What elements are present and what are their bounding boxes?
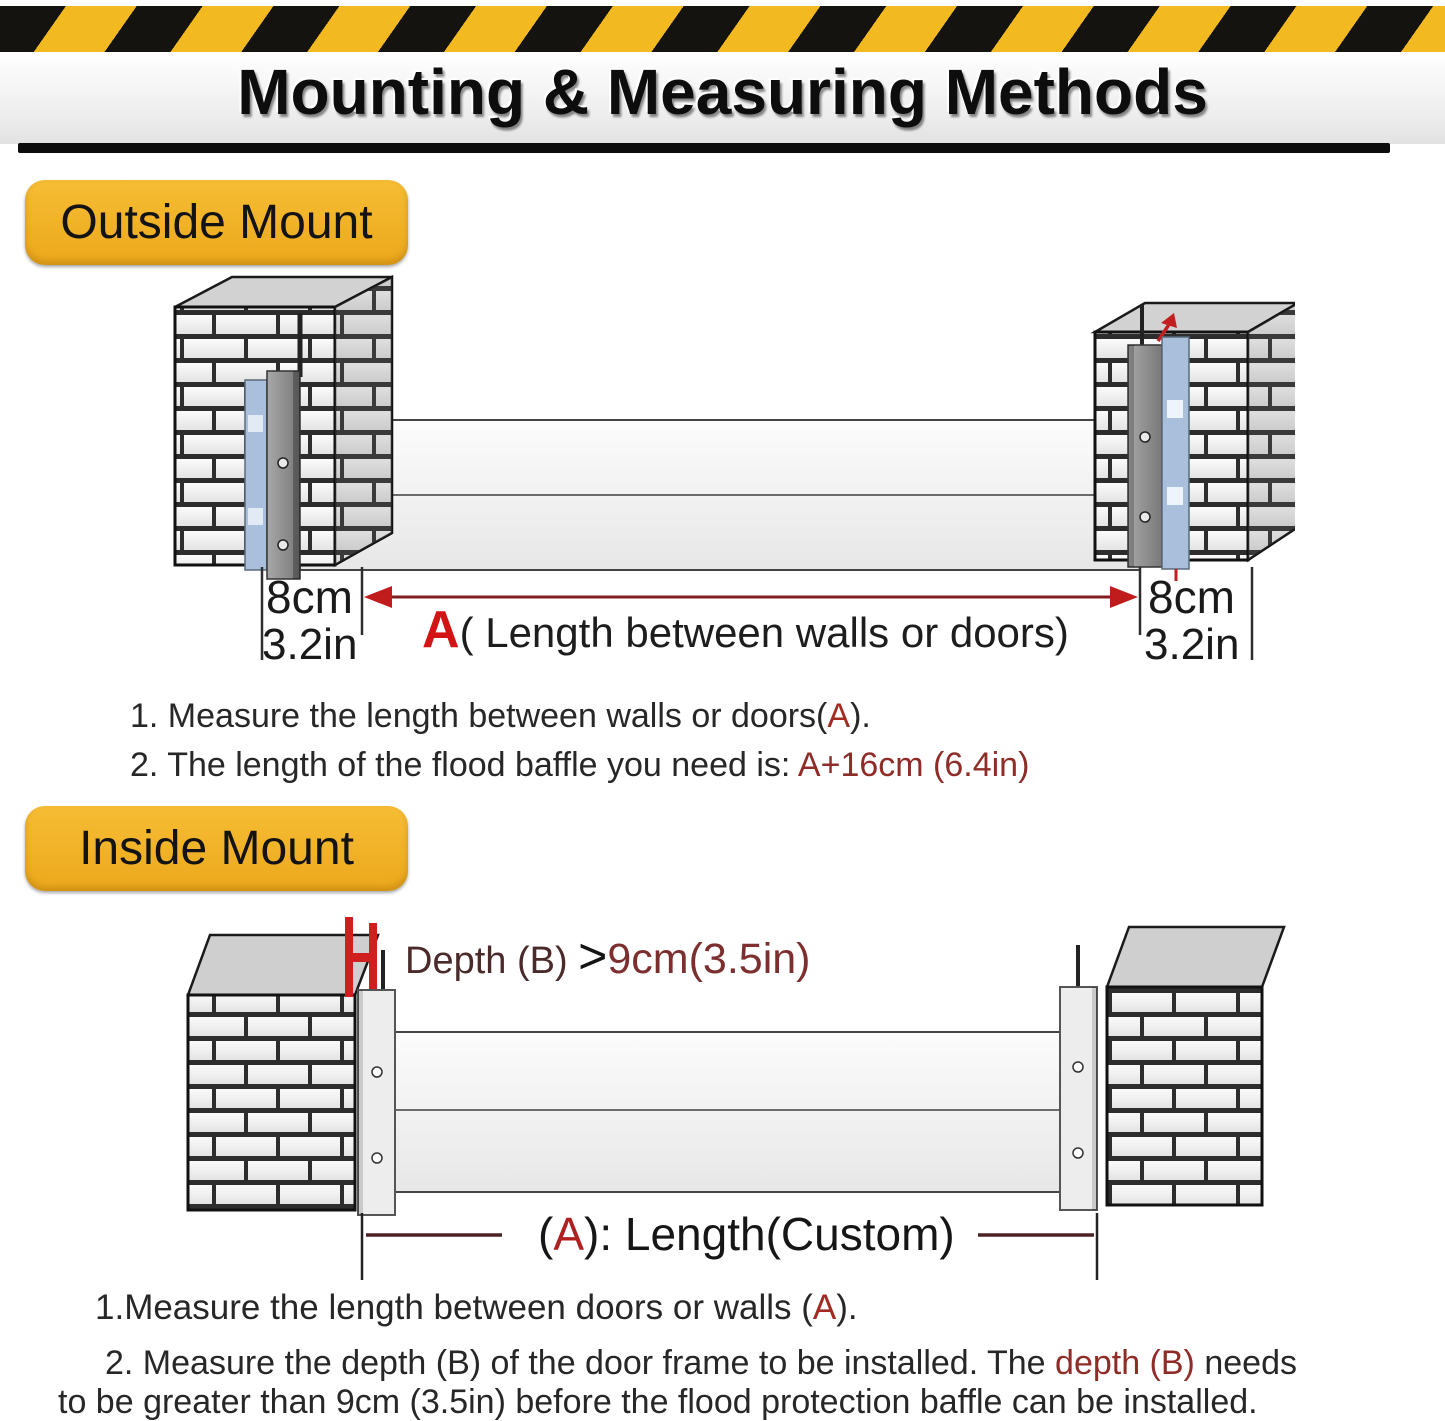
inside-step-2-line-1: 2. Measure the depth (B) of the door frame to be installed. The depth (B) needs — [105, 1344, 1297, 1382]
left-in-label: 3.2in — [262, 620, 358, 665]
inside-right-pillar — [1107, 927, 1284, 1205]
right-in-label: 3.2in — [1144, 620, 1240, 665]
outside-right-bracket — [1128, 337, 1189, 581]
outside-step-1: 1. Measure the length between walls or doors(A). — [130, 697, 871, 735]
outside-flood-barrier — [300, 420, 1140, 570]
custom-length-label: (A): Length(Custom) — [538, 1208, 955, 1260]
screw-hole — [372, 1067, 382, 1077]
inside-mount-badge-label: Inside Mount — [79, 822, 354, 875]
outside-mount-badge-label: Outside Mount — [60, 196, 373, 249]
outside-measurements — [262, 567, 1252, 665]
header-divider-bar — [18, 143, 1390, 153]
outside-mount-diagram — [150, 265, 1295, 665]
inside-mount-diagram — [150, 895, 1295, 1285]
screw-hole — [1073, 1062, 1083, 1072]
inside-step-2-line-2: to be greater than 9cm (3.5in) before the flood protection baffle can be installed. — [58, 1383, 1258, 1421]
right-cm-label: 8cm — [1148, 571, 1235, 623]
inside-step-1: 1.Measure the length between doors or walls (A). — [95, 1288, 858, 1327]
screw-hole — [278, 540, 288, 550]
outside-left-bracket — [245, 371, 300, 579]
outside-right-pillar — [1095, 303, 1295, 560]
left-cm-label: 8cm — [266, 571, 353, 623]
depth-bracket — [345, 917, 377, 997]
page-title: Mounting & Measuring Methods — [237, 56, 1208, 128]
inside-left-channel — [358, 950, 395, 1215]
outside-step-2: 2. The length of the flood baffle you need is: A+16cm (6.4in) — [130, 746, 1030, 784]
length-dimension-label: A( Length between walls or doors) — [422, 601, 1069, 659]
depth-annotation: Depth (B) >9cm(3.5in) — [405, 928, 811, 984]
screw-hole — [278, 458, 288, 468]
inside-measurements — [362, 1208, 1097, 1280]
screw-hole — [1073, 1148, 1083, 1158]
inside-mount-badge — [25, 806, 408, 891]
inside-flood-barrier — [395, 1032, 1060, 1192]
inside-right-channel — [1060, 945, 1097, 1210]
outside-mount-badge — [25, 180, 408, 265]
caution-stripe-band — [0, 6, 1445, 52]
screw-hole — [372, 1153, 382, 1163]
screw-hole — [1140, 512, 1150, 522]
screw-hole — [1140, 432, 1150, 442]
